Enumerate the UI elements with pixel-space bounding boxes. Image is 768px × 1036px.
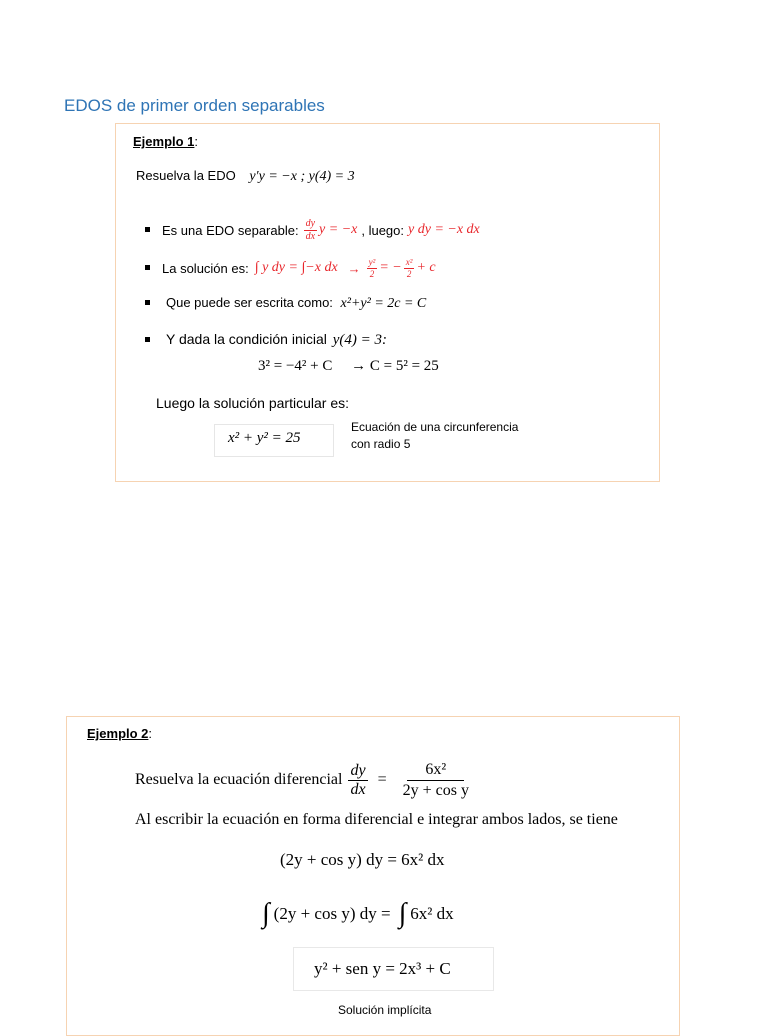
example-1-ode: y′y = −x ; y(4) = 3	[249, 169, 355, 184]
particular-solution-equation: x² + y² = 25	[228, 430, 301, 446]
bullet-4-line: Y dada la condición inicial y(4) = 3:	[166, 331, 388, 348]
step-1-equation: (2y + cos y) dy = 6x² dx	[280, 850, 445, 869]
circle-note: Ecuación de una circunferencia con radio 5	[351, 420, 519, 451]
step-2-equation: ∫ (2y + cos y) dy = ∫ 6x² dx	[262, 898, 454, 929]
integral-sign: ∫	[262, 898, 270, 929]
bullet-marker	[145, 300, 150, 305]
section-title: EDOS de primer orden separables	[64, 96, 325, 115]
bullet-1-line: Es una EDO separable: $\frac{dy}{dx}$ y = −x , luego: y dy = −x dx	[162, 217, 480, 242]
bullet-marker	[145, 265, 150, 270]
example-1-heading: Ejemplo 1:	[133, 134, 199, 149]
bullet-3-line: Que puede ser escrita como: x²+y² = 2c = C	[166, 295, 427, 311]
condition-equation: 3² = −4² + C → C = 5² = 25	[258, 358, 439, 374]
example-2-heading: Ejemplo 2:	[87, 726, 153, 741]
implicit-solution-equation: y² + sen y = 2x³ + C	[314, 959, 451, 978]
example-2-explanation: Al escribir la ecuación en forma diferencial e integrar ambos lados, se tiene	[135, 811, 618, 828]
bullet-marker	[145, 227, 150, 232]
example-1-prompt: Resuelva la EDO y′y = −x ; y(4) = 3	[136, 168, 355, 184]
particular-solution-label: Luego la solución particular es:	[156, 395, 350, 411]
example-2-prompt: Resuelva la ecuación diferencial $\frac{dy}{dx}$ = $\frac{\text{6x²}}{\text{2y + cos y}}$	[135, 760, 469, 799]
implicit-solution-caption: Solución implícita	[338, 1003, 432, 1017]
bullet-2-line: La solución es: ∫ y dy = ∫−x dx → $\frac{\text{y²}}{2}$ = − $\frac{\text{x²}}{2}$ + c	[162, 256, 436, 279]
integral-sign: ∫	[398, 898, 407, 929]
bullet-marker	[145, 337, 150, 342]
